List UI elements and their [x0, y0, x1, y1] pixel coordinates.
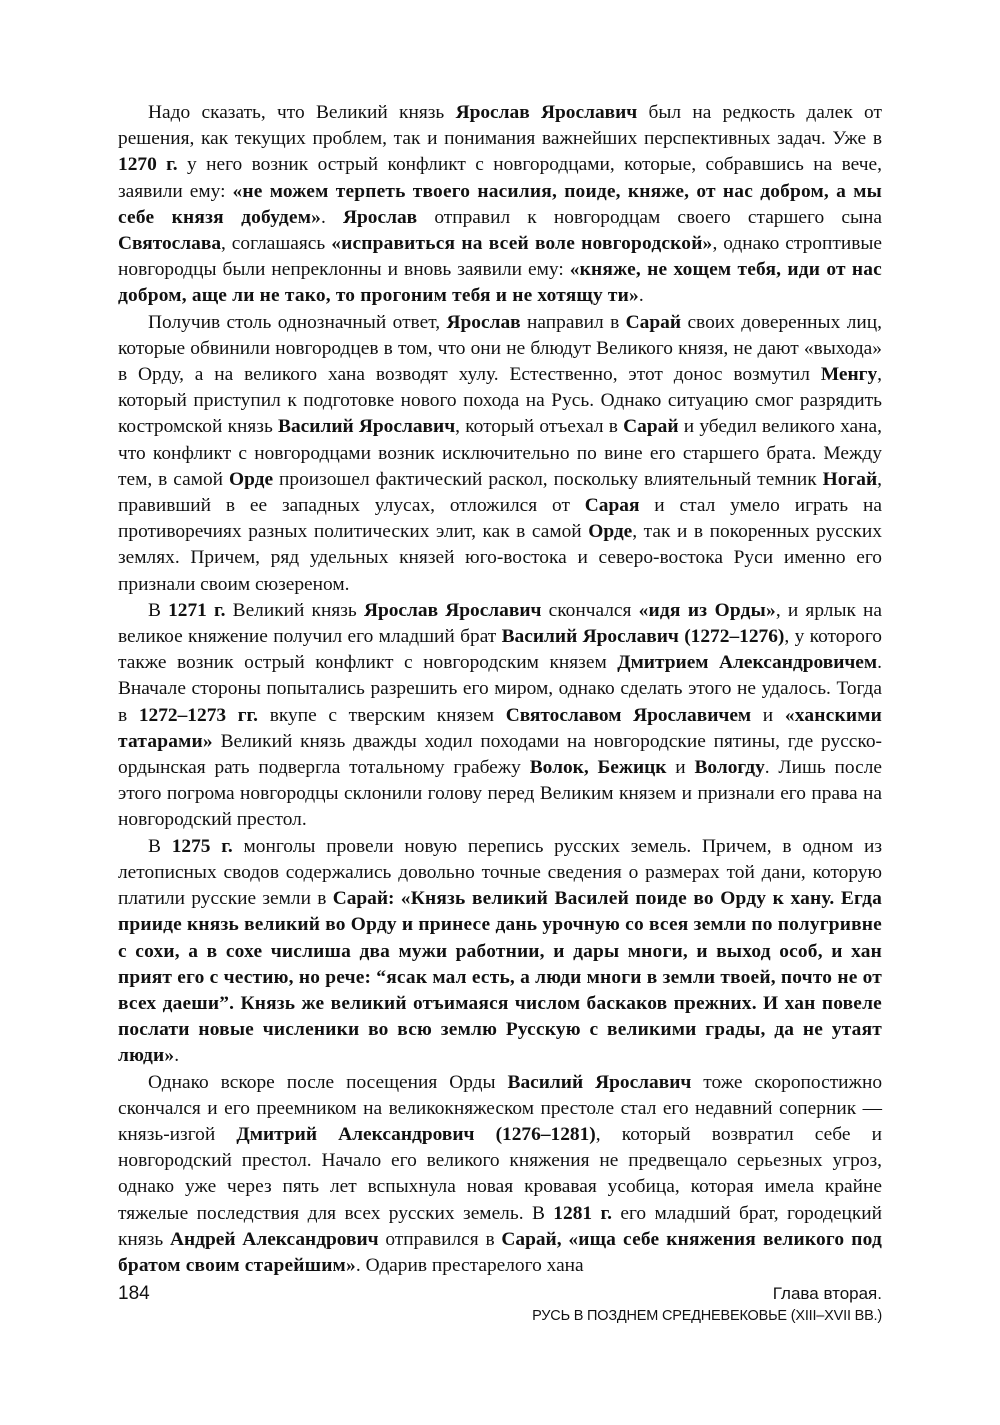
- paragraph: [118, 1070, 882, 1280]
- text-run: монголы провели новую перепись русских земель. Причем, в одном из летописных сводов содержались довольно точные сведения о размерах той дани, которую платили русские земли в: [118, 835, 883, 910]
- text-run: , так и в покоренных русских землях. Причем, ряд удельных князей юго-востока и северо-востока Руси именно его признали своим сюзереном.: [118, 521, 882, 595]
- body-text: [118, 100, 882, 1279]
- text-run: своих доверенных лиц, которые обвинили новгородцев в том, что они не блюдут Великого князя, не дают «выхода» в Орду, а на великого хана возводят хулу. Естественно, этот донос возмутил: [118, 311, 882, 386]
- text-run: . Вначале стороны попытались разрешить его миром, однако сделать этого не удалось. Тогда в: [118, 652, 882, 726]
- bold-term: 1275 г.: [171, 835, 233, 857]
- bold-term: Святославом Ярославичем: [505, 704, 752, 726]
- bold-term: Василий Ярославич (1272–1276): [501, 626, 785, 648]
- text-run: был на редкость далек от решения, как текущих проблем, так и понимания важнейших перспективных задач. Уже в: [118, 102, 882, 150]
- text-run: , однако строптивые новгородцы были непреклонны и вновь заявили ему:: [118, 233, 882, 281]
- text-run: и: [666, 757, 695, 779]
- bold-term: Ярослав Ярославич: [455, 102, 638, 123]
- running-footer: [532, 1283, 882, 1327]
- text-run: произошел фактический раскол, поскольку влиятельный темник: [273, 468, 823, 490]
- bold-term: Орде: [588, 521, 633, 543]
- bold-term: Волок, Бежицк: [529, 757, 667, 779]
- bold-term: Сарай: [623, 416, 679, 438]
- bold-term: Орде: [229, 468, 274, 490]
- text-run: отправил к новгородцам своего старшего сына: [417, 206, 882, 228]
- paragraph: [118, 834, 882, 1070]
- chronicle-quote: «исправиться на всей воле новгородской»: [331, 233, 713, 255]
- bold-term: Святослава: [118, 233, 222, 255]
- bold-term: 1270 г.: [118, 154, 178, 176]
- text-run: .: [321, 206, 344, 228]
- paragraph: [118, 598, 882, 834]
- chapter-subtitle: РУСЬ В ПОЗДНЕМ СРЕДНЕВЕКОВЬЕ (XIII–XVII ВВ.): [532, 1308, 882, 1324]
- text-run: , правивший в ее западных улусах, отложился от: [118, 468, 882, 517]
- chronicle-quote: «княже, не хощем тебя, иди от нас добром, аще ли не тако, то прогоним тебя и не хотящу ти»: [118, 259, 882, 307]
- chronicle-quote: «Князь великий Василей поиде во Орду к хану. Егда прииде князь великий во Орду и принесе дань урочную со всея земли по полугривне с сохи, а в сохе числиша два мужи работнии, и дары многи, и выход особ, и хан прият его с честию, но рече: “ясак мал есть, а люди многи в земли твоей, почто не от всех даеши”. Князь же великий отъимаяся числом баскаков прежних. И хан повеле послати новые численики во всю землю Русскую с великими грады, да не утаят люди»: [118, 888, 882, 1067]
- text-run: и: [751, 704, 785, 726]
- text-run: , который возвратил себе и новгородский престол. Начало его великого княжения не предвещало серьезных угроз, однако уже через пять лет вспыхнула новая кровавая усобица, которая имела крайне тяжелые последствия для всех русских земель. В: [118, 1123, 882, 1224]
- bold-term: Дмитрием Александровичем: [617, 652, 878, 674]
- text-run: вкупе с тверским князем: [258, 704, 506, 726]
- bold-term: Сарай: [625, 311, 682, 333]
- text-run: скончался: [541, 599, 639, 621]
- bold-term: 1271 г.: [168, 599, 226, 621]
- bold-term: Ногай: [822, 468, 878, 490]
- text-run: В: [148, 599, 169, 621]
- text-run: Великий князь: [225, 599, 364, 621]
- bold-term: Сарай,: [501, 1228, 562, 1250]
- text-run: направил в: [520, 311, 626, 333]
- chronicle-quote: «не можем терпеть твоего насилия, поиде, княже, от нас добром, а мы себе князя добудем»: [118, 180, 882, 228]
- paragraph: [118, 100, 882, 310]
- chapter-title: Глава вторая.: [772, 1284, 882, 1303]
- paragraph: [118, 310, 882, 598]
- bold-term: Дмитрий Александрович (1276–1281): [236, 1123, 596, 1145]
- chronicle-quote: «ища себе княжения великого под братом своим старейшим»: [118, 1228, 882, 1276]
- bold-term: Сарая: [584, 495, 640, 517]
- bold-term: Сарай:: [332, 888, 395, 910]
- text-run: и стал умело играть на противоречиях разных политических элит, как в самой: [118, 495, 882, 543]
- bold-term: Ярослав: [446, 311, 521, 333]
- text-run: его младший брат, городецкий князь: [118, 1202, 882, 1250]
- bold-term: 1272–1273 гг.: [138, 704, 259, 726]
- text-run: , у которого также возник острый конфликт с новгородским князем: [118, 626, 882, 674]
- bold-term: Андрей Александрович: [170, 1228, 379, 1250]
- text-run: тоже скоропостижно скончался и его преемником на великокняжеском престоле стал его недавний соперник — князь-изгой: [118, 1071, 883, 1145]
- bold-term: Ярослав: [343, 206, 418, 228]
- text-run: , соглашаясь: [221, 233, 332, 255]
- chronicle-quote: «идя из Орды»: [638, 599, 776, 621]
- text-run: Великий князь дважды ходил походами на новгородские пятины, где русско-ордынская рать подвергла тотальному грабежу: [118, 730, 882, 779]
- text-run: Однако вскоре после посещения Орды: [148, 1071, 508, 1093]
- text-run: Надо сказать, что Великий князь: [148, 102, 456, 123]
- text-run: В: [148, 835, 172, 857]
- text-run: , и ярлык на великое княжение получил его младший брат: [118, 599, 883, 648]
- chronicle-quote: «ханскими татарами»: [118, 704, 882, 752]
- text-run: , который отъехал в: [455, 416, 624, 438]
- page-number: 184: [118, 1283, 150, 1304]
- text-run: .: [638, 285, 644, 307]
- text-run: у него возник острый конфликт с новгородцами, которые, собравшись на вече, заявили ему:: [118, 154, 883, 202]
- bold-term: 1281 г.: [553, 1202, 612, 1224]
- text-run: , который приступил к подготовке нового похода на Русь. Однако ситуацию смог разрядить костромской князь: [118, 364, 882, 438]
- text-run: .: [174, 1045, 180, 1067]
- bold-term: Менгу: [820, 364, 878, 386]
- text-run: отправился в: [378, 1228, 502, 1250]
- text-run: . Одарив престарелого хана: [355, 1254, 584, 1276]
- bold-term: Василий Ярославич: [507, 1071, 692, 1093]
- text-run: . Лишь после этого погрома новгородцы склонили голову перед Великим князем и признали его права на новгородский престол.: [118, 757, 882, 831]
- bold-term: Вологду: [694, 757, 765, 779]
- text-run: Получив столь однозначный ответ,: [148, 311, 447, 333]
- bold-term: Ярослав Ярославич: [363, 599, 542, 621]
- text-run: и убедил великого хана, что конфликт с новгородцами возник исключительно по вине его старшего брата. Между тем, в самой: [118, 416, 882, 490]
- bold-term: Василий Ярославич: [278, 416, 456, 438]
